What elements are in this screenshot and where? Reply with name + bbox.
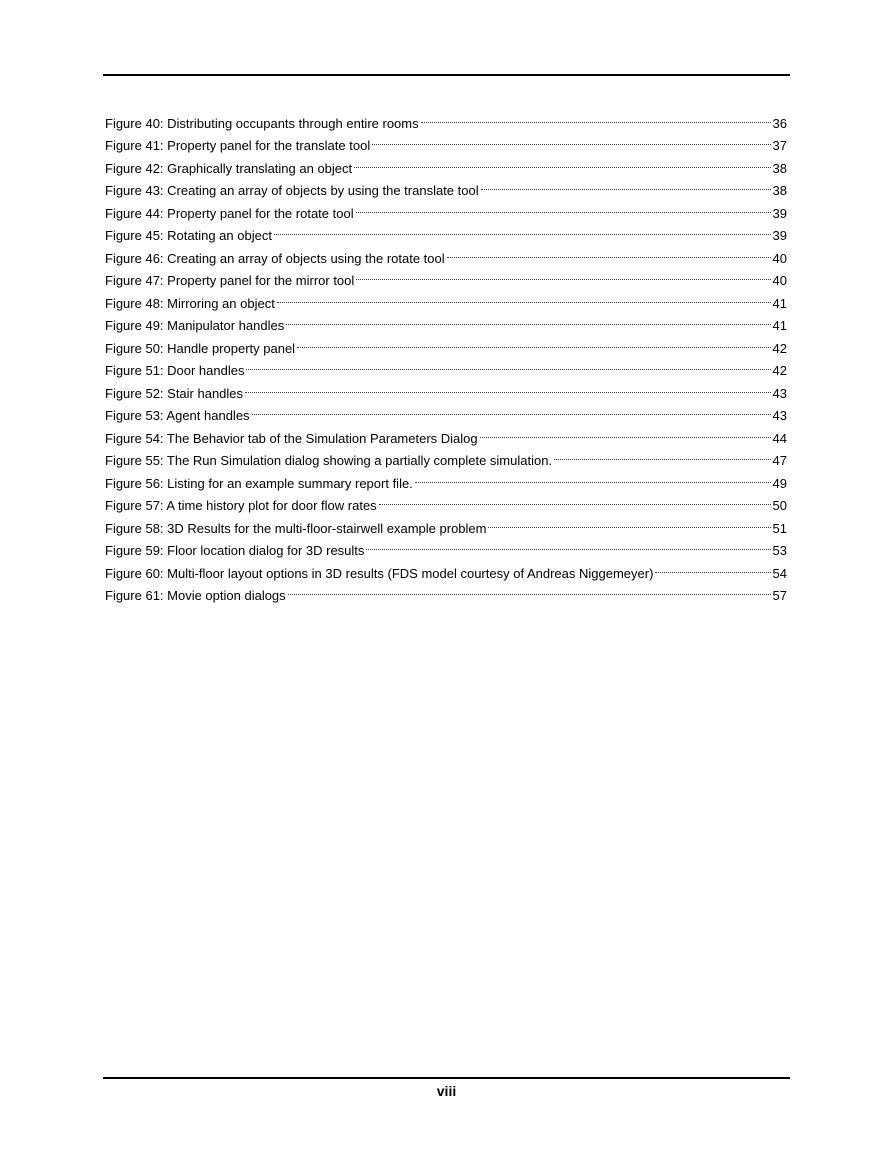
toc-entry-page: 47 [772, 453, 787, 468]
toc-entry-page: 43 [772, 408, 787, 423]
toc-entry-page: 42 [772, 363, 787, 378]
toc-entry-title: Figure 41: Property panel for the translate tool [105, 138, 371, 153]
toc-entry-page: 38 [772, 183, 787, 198]
toc-entry-page: 44 [772, 430, 787, 446]
toc-entry-title: Figure 55: The Run Simulation dialog showing a partially complete simulation. [105, 453, 553, 468]
toc-leader-dots [379, 488, 771, 511]
toc-entry-page: 37 [772, 138, 787, 153]
toc-entry-page: 38 [772, 160, 787, 176]
toc-entry-title: Figure 51: Door handles [105, 363, 245, 378]
footer-rule [103, 1077, 790, 1079]
toc-entry[interactable] [105, 105, 787, 131]
toc-entry-page: 36 [772, 115, 787, 131]
toc-entry-page: 40 [772, 273, 787, 288]
toc-entry-page: 41 [772, 318, 787, 333]
toc-leader-dots [245, 375, 771, 398]
toc-entry-page: 42 [772, 340, 787, 356]
toc-entry-title: Figure 58: 3D Results for the multi-floor-stairwell example problem [105, 520, 487, 536]
toc-entry-page: 39 [772, 228, 787, 243]
toc-leader-dots [356, 195, 771, 218]
toc-leader-dots [372, 128, 770, 151]
toc-entry-page: 41 [772, 295, 787, 311]
toc-entry-title: Figure 57: A time history plot for door flow rates [105, 498, 377, 513]
toc-entry-title: Figure 59: Floor location dialog for 3D results [105, 543, 365, 558]
toc-entry-title: Figure 47: Property panel for the mirror tool [105, 273, 355, 288]
toc-leader-dots [288, 578, 771, 601]
toc-entry-title: Figure 52: Stair handles [105, 385, 244, 401]
toc-entry-page: 51 [772, 520, 787, 536]
toc-entry-page: 53 [772, 543, 787, 558]
toc-leader-dots [274, 218, 771, 241]
toc-leader-dots [655, 555, 770, 578]
header-rule [103, 74, 790, 76]
toc-entry-title: Figure 48: Mirroring an object [105, 295, 275, 311]
toc-leader-dots [246, 353, 770, 376]
toc-leader-dots [277, 285, 771, 308]
toc-leader-dots [488, 510, 770, 533]
toc-entry-title: Figure 60: Multi-floor layout options in 3D results (FDS model courtesy of Andreas Niggemeyer) [105, 565, 654, 581]
list-of-figures [105, 105, 787, 603]
toc-leader-dots [421, 105, 771, 128]
toc-entry-title: Figure 40: Distributing occupants through entire rooms [105, 115, 419, 131]
toc-leader-dots [447, 240, 771, 263]
toc-entry-page: 40 [772, 250, 787, 266]
toc-entry-page: 49 [772, 475, 787, 491]
toc-entry-title: Figure 56: Listing for an example summary report file. [105, 475, 413, 491]
toc-leader-dots [481, 173, 771, 196]
toc-entry-page: 39 [772, 205, 787, 221]
toc-entry-title: Figure 50: Handle property panel [105, 340, 296, 356]
toc-leader-dots [480, 420, 771, 443]
toc-entry-page: 54 [772, 565, 787, 581]
toc-entry-title: Figure 46: Creating an array of objects using the rotate tool [105, 250, 445, 266]
toc-entry-title: Figure 61: Movie option dialogs [105, 588, 286, 603]
toc-entry-title: Figure 43: Creating an array of objects by using the translate tool [105, 183, 479, 198]
toc-leader-dots [554, 443, 770, 466]
toc-entry-title: Figure 53: Agent handles [105, 408, 250, 423]
toc-entry-page: 50 [772, 498, 787, 513]
toc-entry-title: Figure 42: Graphically translating an object [105, 160, 353, 176]
toc-leader-dots [354, 150, 770, 173]
toc-leader-dots [415, 465, 771, 488]
toc-entry-title: Figure 44: Property panel for the rotate tool [105, 205, 354, 221]
toc-leader-dots [356, 263, 770, 286]
toc-entry-title: Figure 49: Manipulator handles [105, 318, 285, 333]
toc-entry-title: Figure 54: The Behavior tab of the Simulation Parameters Dialog [105, 430, 478, 446]
toc-leader-dots [286, 308, 770, 331]
toc-leader-dots [252, 398, 771, 421]
toc-entry-page: 43 [772, 385, 787, 401]
toc-entry-page: 57 [772, 588, 787, 603]
toc-leader-dots [297, 330, 770, 353]
toc-leader-dots [366, 533, 770, 556]
page-number: viii [436, 1083, 457, 1099]
toc-entry-title: Figure 45: Rotating an object [105, 228, 272, 243]
